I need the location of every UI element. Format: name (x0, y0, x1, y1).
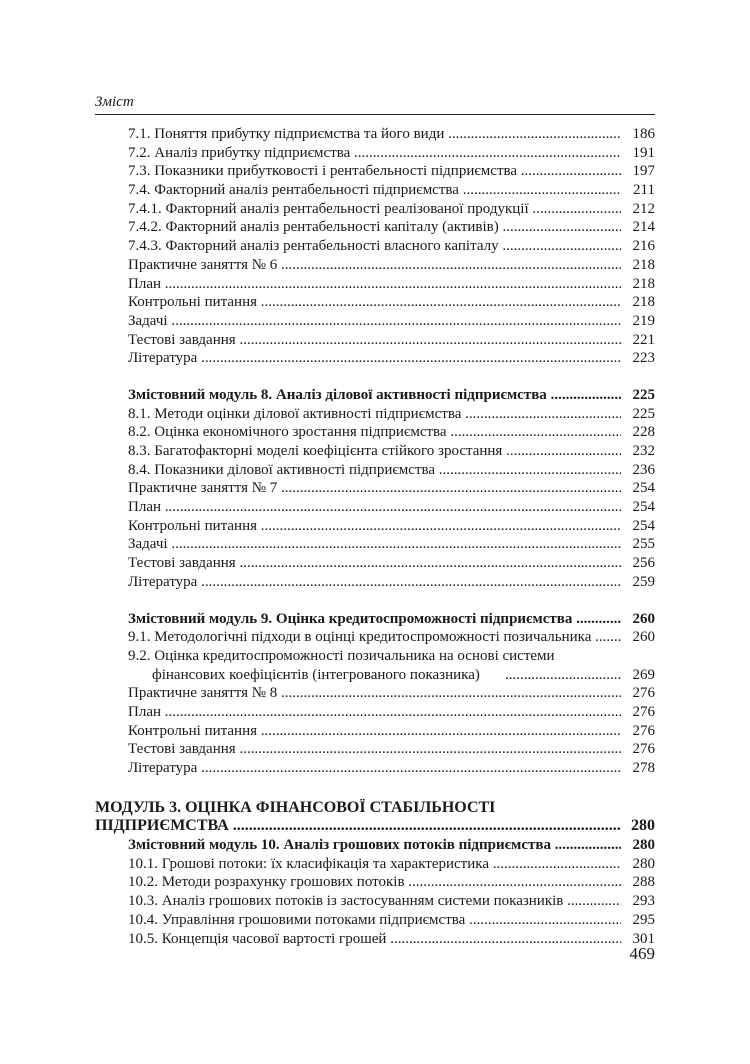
toc-entry-label: Практичне заняття № 8 ..... (95, 684, 621, 703)
toc-entry-page: 295 (632, 911, 655, 928)
toc-entry-label: Контрольні питання ..... (95, 517, 621, 536)
toc-entry[interactable] (95, 535, 655, 554)
toc-entry-page: 276 (632, 703, 655, 720)
toc-entry[interactable] (95, 573, 655, 592)
toc-entry-label: Тестові завдання ..... (95, 331, 621, 350)
toc-spacer (95, 592, 655, 610)
toc-entry-label: 10.3. Аналіз грошових потоків із застосуванням системи показників ..... (95, 892, 621, 911)
toc-entry-page: 228 (632, 424, 655, 441)
toc-entry[interactable] (95, 218, 655, 237)
toc-entry-label: фінансових коефіцієнтів (інтегрованого показника) (152, 666, 480, 683)
toc-entry[interactable] (95, 423, 655, 442)
toc-entry[interactable] (95, 873, 655, 892)
toc-entry-label: 8.4. Показники ділової активності підприємства ..... (95, 461, 621, 480)
toc-entry[interactable] (95, 892, 655, 911)
toc-entry-page: 223 (632, 350, 655, 367)
toc-entry-page: 191 (632, 144, 655, 161)
toc-entry[interactable] (95, 293, 655, 312)
toc-entry[interactable] (95, 684, 655, 703)
toc-entry[interactable] (95, 703, 655, 722)
toc-entry-page: 211 (633, 182, 655, 199)
toc-entry-label: План ..... (95, 703, 621, 722)
toc-entry[interactable] (95, 517, 655, 536)
toc-entry-label: 7.1. Поняття прибутку підприємства та його види ..... (95, 125, 621, 144)
toc-entry-label: 10.4. Управління грошовими потоками підприємства ..... (95, 911, 621, 930)
toc-entry-page: 288 (632, 874, 655, 891)
toc-entry-label: 7.3. Показники прибутковості і рентабельності підприємства ..... (95, 162, 621, 181)
toc-entry-page: 276 (632, 722, 655, 739)
toc-entry[interactable] (95, 479, 655, 498)
toc-entry-page: 232 (632, 443, 655, 459)
toc-entry-page: 260 (632, 610, 655, 627)
toc-entry[interactable] (95, 144, 655, 163)
toc-entry[interactable] (95, 349, 655, 368)
toc-entry[interactable] (95, 610, 655, 629)
toc-entry[interactable] (95, 740, 655, 759)
toc-entry-label: 9.1. Методологічні підходи в оцінці кредитоспроможності позичальника ..... (95, 628, 621, 647)
toc-entry-page: 219 (632, 312, 655, 329)
toc-entry-page: 260 (632, 629, 655, 646)
toc-entry[interactable] (95, 386, 655, 405)
toc-entry[interactable] (95, 799, 655, 818)
toc-entry[interactable] (95, 256, 655, 275)
toc-entry-label: 10.5. Концепція часової вартості грошей ..... (95, 930, 621, 949)
toc-entry-label: 7.2. Аналіз прибутку підприємства ..... (95, 144, 621, 163)
toc-entry[interactable] (95, 930, 655, 949)
toc-entry[interactable] (95, 759, 655, 778)
header-title: Зміст (95, 94, 134, 110)
toc-entry-page: 218 (632, 275, 655, 292)
toc-entry[interactable] (95, 628, 655, 647)
toc-entry-label: МОДУЛЬ 3. ОЦІНКА ФІНАНСОВОЇ СТАБІЛЬНОСТІ (95, 798, 496, 816)
toc-entry-label (505, 666, 621, 685)
toc-entry[interactable] (95, 498, 655, 517)
toc-entry-page: 280 (632, 855, 655, 872)
toc-entry-label: План ..... (95, 498, 621, 517)
toc-entry-page: 225 (632, 386, 655, 403)
toc-entry-label: Змістовний модуль 9. Оцінка кредитоспроможності підприємства ..... (95, 610, 621, 629)
toc-entry-page: 212 (632, 200, 655, 217)
toc-entry-label: Задачі ..... (95, 535, 621, 554)
toc-entry-label: 10.1. Грошові потоки: їх класифікація та характеристика ..... (95, 855, 621, 874)
toc-entry-page: 218 (632, 256, 655, 273)
toc-entry-label: Контрольні питання ..... (95, 722, 621, 741)
toc-entry[interactable] (95, 647, 655, 666)
running-header (95, 92, 655, 115)
toc-entry[interactable] (95, 200, 655, 219)
toc-entry-page: 278 (632, 760, 655, 776)
toc-spacer (95, 368, 655, 386)
toc-entry-label: 9.2. Оцінка кредитоспроможності позичальника на основі системи (128, 647, 555, 664)
toc-entry[interactable] (95, 162, 655, 181)
toc-entry-label: ПІДПРИЄМСТВА ..... (95, 817, 621, 836)
toc-entry-label: Практичне заняття № 6 ..... (95, 256, 621, 275)
toc-entry-label: 7.4.3. Факторний аналіз рентабельності власного капіталу ..... (95, 237, 621, 256)
page-number: 469 (629, 944, 655, 963)
toc-entry-label: Задачі ..... (95, 312, 621, 331)
toc-entry-label: Тестові завдання ..... (95, 740, 621, 759)
toc-entry-page: 214 (632, 219, 655, 236)
toc-entry-page: 254 (632, 480, 655, 497)
toc-entry-page: 293 (632, 893, 655, 910)
toc-entry-label: Література ..... (95, 349, 621, 368)
toc-entry[interactable] (95, 911, 655, 930)
toc-entry-label: Література ..... (95, 759, 621, 778)
toc-entry-page: 255 (632, 536, 655, 553)
toc-entry-label: 7.4.1. Факторний аналіз рентабельності реалізованої продукції ..... (95, 200, 621, 219)
toc-entry-page: 236 (632, 461, 655, 478)
toc-entry-label: План ..... (95, 275, 621, 294)
toc-entry-page: 280 (632, 837, 655, 854)
toc-entry[interactable] (95, 666, 655, 685)
toc-entry-label: 7.4.2. Факторний аналіз рентабельності капіталу (активів) ..... (95, 218, 621, 237)
toc-entry-page: 276 (632, 741, 655, 758)
toc-entry-label: 10.2. Методи розрахунку грошових потоків ..... (95, 873, 621, 892)
toc-entry-page: 259 (632, 573, 655, 590)
toc-entry[interactable] (95, 237, 655, 256)
toc-entry-page: 186 (632, 126, 655, 142)
toc-entry-label: 8.1. Методи оцінки ділової активності підприємства ..... (95, 405, 621, 424)
toc-entry[interactable] (95, 405, 655, 424)
toc-entry-label: 7.4. Факторний аналіз рентабельності підприємства ..... (95, 181, 621, 200)
toc-entry-page: 276 (632, 685, 655, 702)
toc-entry[interactable] (95, 817, 655, 836)
toc-spacer (95, 778, 655, 799)
toc-entry[interactable] (95, 312, 655, 331)
toc-entry-label: Тестові завдання ..... (95, 554, 621, 573)
toc-entry-page: 225 (632, 405, 655, 422)
toc-entry-label: 8.3. Багатофакторні моделі коефіцієнта стійкого зростання ..... (95, 442, 621, 461)
table-of-contents (95, 125, 655, 948)
toc-entry-label: Змістовний модуль 8. Аналіз ділової активності підприємства ..... (95, 386, 621, 405)
toc-entry[interactable] (95, 461, 655, 480)
toc-entry-label: Контрольні питання ..... (95, 293, 621, 312)
toc-entry-page: 218 (632, 294, 655, 311)
toc-entry-label: 8.2. Оцінка економічного зростання підприємства ..... (95, 423, 621, 442)
toc-entry-page: 280 (631, 817, 655, 835)
toc-entry-page: 254 (632, 517, 655, 534)
toc-entry-label: Література ..... (95, 573, 621, 592)
toc-entry[interactable] (95, 855, 655, 874)
toc-entry-page: 256 (632, 555, 655, 572)
toc-entry-page: 221 (632, 331, 655, 348)
toc-entry-page: 197 (632, 163, 655, 180)
toc-entry[interactable] (95, 181, 655, 200)
toc-entry[interactable] (95, 836, 655, 855)
toc-entry-page: 216 (632, 238, 655, 255)
toc-entry[interactable] (95, 722, 655, 741)
toc-entry-label: Змістовний модуль 10. Аналіз грошових потоків підприємства ..... (95, 836, 621, 855)
toc-entry-page: 254 (632, 499, 655, 516)
toc-entry[interactable] (95, 331, 655, 350)
toc-entry[interactable] (95, 275, 655, 294)
toc-entry-page: 301 (632, 930, 655, 947)
toc-entry[interactable] (95, 554, 655, 573)
toc-entry[interactable] (95, 442, 655, 461)
toc-entry-page: 269 (632, 666, 655, 683)
toc-entry[interactable] (95, 125, 655, 144)
toc-entry-label: Практичне заняття № 7 ..... (95, 479, 621, 498)
